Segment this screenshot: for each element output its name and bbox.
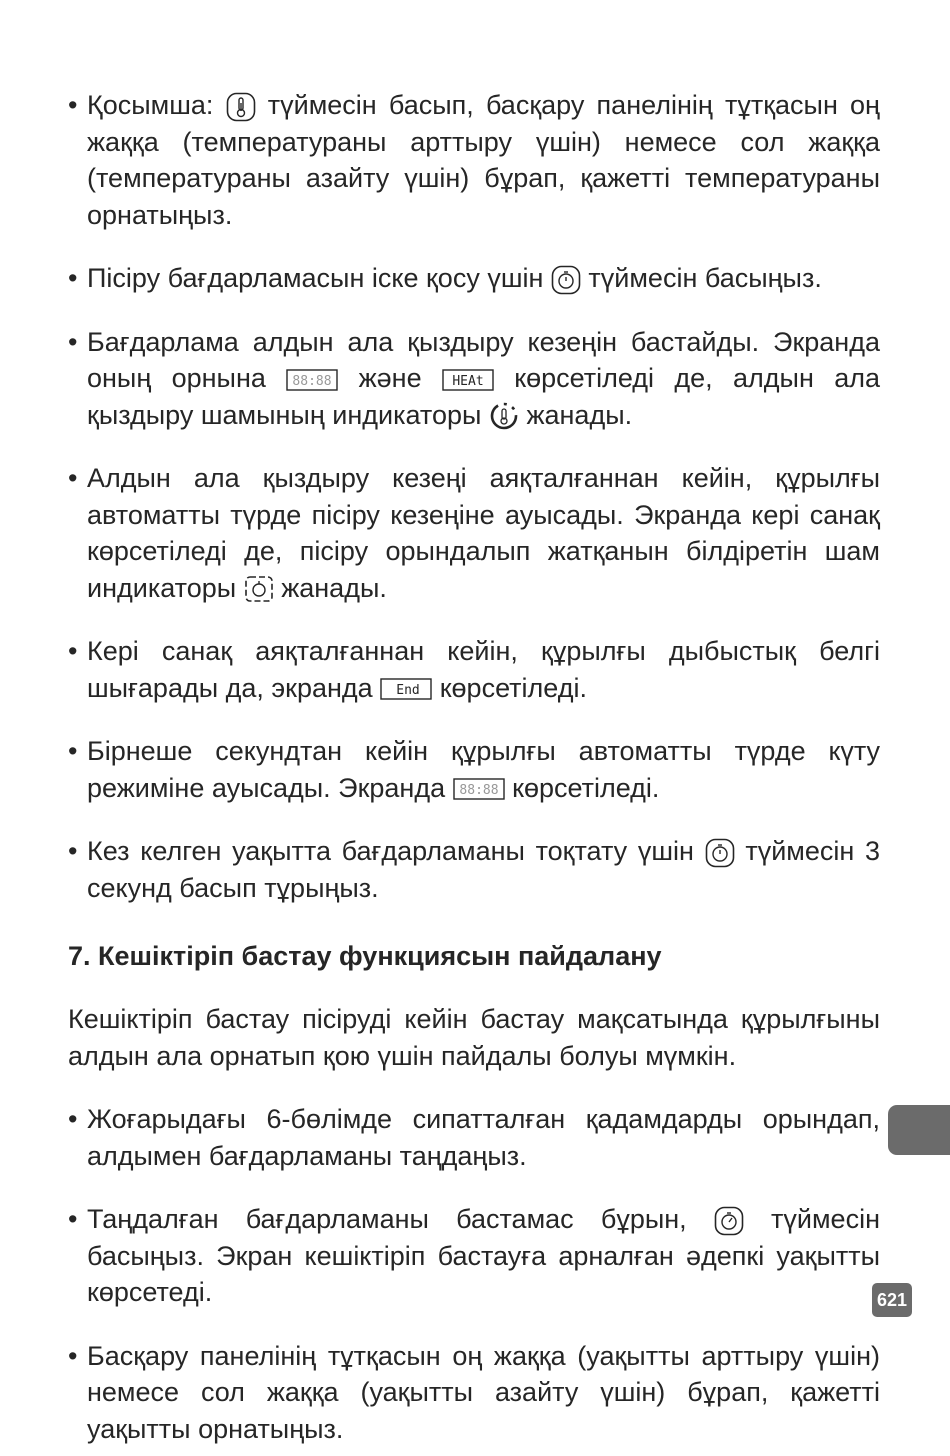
start-button-icon bbox=[551, 265, 581, 295]
svg-text:End: End bbox=[396, 683, 420, 699]
bullet-dot: • bbox=[68, 1204, 78, 1234]
list-item-temperature: • Қосымша: түймесін басып, басқару панелінің тұтқасын оң жаққа (температураны арттыру үшін) немесе сол жаққа (температураны азайту үшін) бұрап, қажетті температураны орнатыңыз. bbox=[68, 87, 880, 233]
bullet-dot: • bbox=[68, 326, 78, 357]
delay-start-icon bbox=[714, 1206, 744, 1236]
language-section-tab bbox=[888, 1105, 950, 1155]
svg-text:88:88: 88:88 bbox=[459, 783, 499, 799]
bullet-dot: • bbox=[68, 836, 78, 866]
bullet-dot: • bbox=[68, 1104, 78, 1134]
manual-page-content bbox=[68, 60, 880, 1456]
start-button-icon bbox=[705, 838, 735, 868]
display-end-icon bbox=[380, 678, 432, 700]
section-heading: 7. Кешіктіріп бастау функциясын пайдалану bbox=[68, 941, 662, 971]
list-item-start: • Пісіру бағдарламасын іске қосу үшін түймесін басыңыз. bbox=[68, 260, 880, 297]
preheat-indicator-icon bbox=[489, 401, 519, 431]
list-item-set-time: • Басқару панелінің тұтқасын оң жаққа (уақытты арттыру үшін) немесе сол жаққа (уақытты азайту үшін) бұрап, қажетті уақытты орнатыңыз. bbox=[68, 1338, 880, 1448]
bullet-dot: • bbox=[68, 463, 78, 493]
thermometer-icon bbox=[226, 92, 256, 122]
page-number: 621 bbox=[872, 1283, 912, 1317]
list-item-standby: • Бірнеше секундтан кейін құрылғы автоматты түрде күту режиміне ауысады. Экранда 88:88 көрсетіледі. bbox=[68, 733, 880, 806]
list-item-select-program: • Жоғарыдағы 6-бөлімде сипатталған қадамдарды орындап, алдымен бағдарламаны таңдаңыз. bbox=[68, 1101, 880, 1174]
bullet-dot: • bbox=[68, 1340, 78, 1371]
section-intro: Кешіктіріп бастау пісіруді кейін бастау мақсатында құрылғыны алдын ала орнатып қою үшін пайдалы болуы мүмкін. bbox=[68, 1004, 880, 1071]
display-blank-icon bbox=[453, 778, 505, 800]
cooking-indicator-icon bbox=[244, 574, 274, 604]
list-item-preheat: • Бағдарлама алдын ала қыздыру кезеңін бастайды. Экранда оның орнына 88:88 және HEAt көрсетіледі де, алдын ала қыздыру шамының индикаторы жанады. bbox=[68, 324, 880, 434]
display-blank-icon bbox=[286, 369, 338, 391]
list-item-cooking: • Алдын ала қыздыру кезеңі аяқталғаннан кейін, құрылғы автоматты түрде пісіру кезеңіне ауысады. Экранда кері санақ көрсетіледі де, пісіру орындалып жатқанын білдіретін шам индикаторы жанады. bbox=[68, 460, 880, 606]
svg-text:HEAt: HEAt bbox=[452, 373, 484, 389]
display-heat-icon bbox=[442, 369, 494, 391]
bullet-dot: • bbox=[68, 90, 78, 120]
bullet-dot: • bbox=[68, 736, 78, 766]
list-item-delay-button: • Таңдалған бағдарламаны бастамас бұрын, түймесін басыңыз. Экран кешіктіріп бастауға арналған әдепкі уақытты көрсетеді. bbox=[68, 1201, 880, 1311]
bullet-dot: • bbox=[68, 263, 78, 293]
list-item-stop: • Кез келген уақытта бағдарламаны тоқтату үшін түймесін 3 секунд басып тұрыңыз. bbox=[68, 833, 880, 906]
bullet-dot: • bbox=[68, 636, 78, 666]
svg-text:88:88: 88:88 bbox=[292, 373, 332, 389]
list-item-end: • Кері санақ аяқталғаннан кейін, құрылғы дыбыстық белгі шығарады да, экранда End көрсетіледі. bbox=[68, 633, 880, 706]
